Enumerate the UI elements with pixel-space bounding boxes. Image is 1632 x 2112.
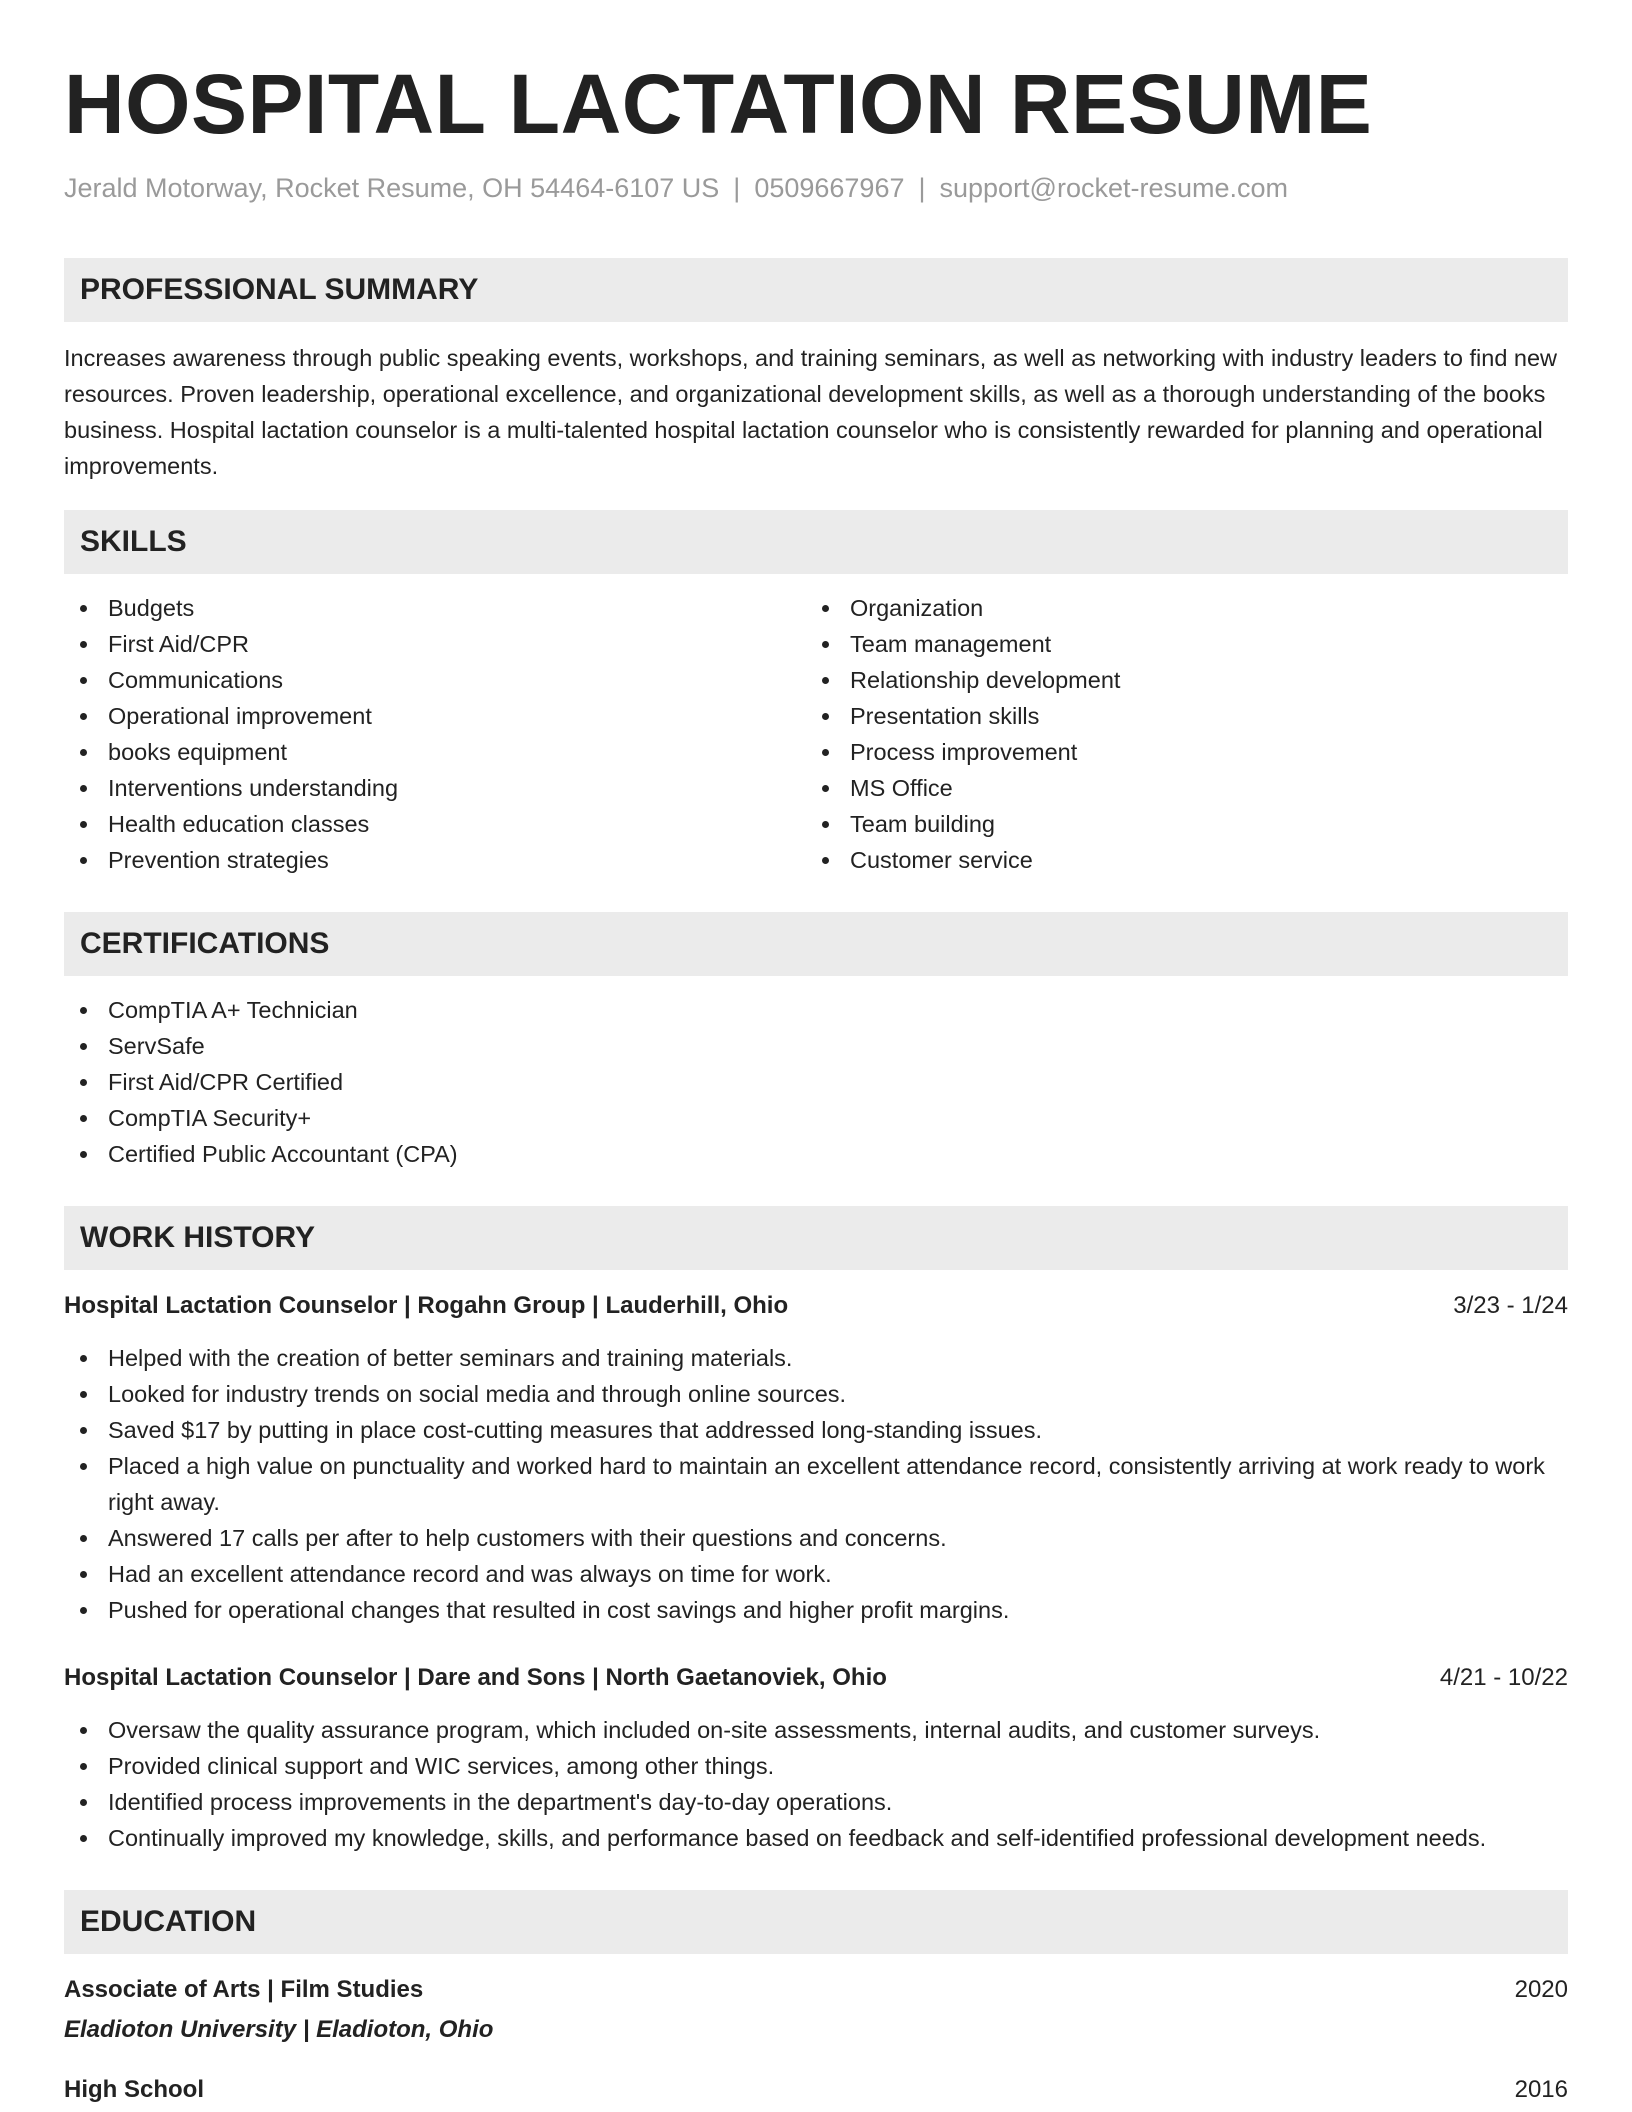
education-entry bbox=[64, 2072, 1568, 2108]
job-entry bbox=[64, 1288, 1568, 1628]
summary-text: Increases awareness through public speaking events, workshops, and training seminars, as well as networking with industry leaders to find new resources. Proven leadership, operational excellence, and organizational development skills, as well as a thorough understanding of the books business. Hospital lactation counselor is a multi-talented hospital lactation counselor who is consistently rewarded for planning and operational improvements. bbox=[64, 345, 1558, 479]
contact-separator: | bbox=[733, 173, 741, 203]
skill-item: Customer service bbox=[806, 842, 1548, 878]
job-bullet: Saved $17 by putting in place cost-cutting measures that addressed long-standing issues. bbox=[64, 1412, 1568, 1448]
skill-item: Relationship development bbox=[806, 662, 1548, 698]
contact-separator: | bbox=[918, 173, 926, 203]
certifications-list bbox=[64, 992, 1568, 1172]
job-bullet: Identified process improvements in the department's day-to-day operations. bbox=[64, 1784, 1568, 1820]
job-bullet: Placed a high value on punctuality and worked hard to maintain an excellent attendance record, consistently arriving at work ready to work right away. bbox=[64, 1448, 1568, 1520]
job-dates: 3/23 - 1/24 bbox=[1453, 1292, 1568, 1319]
education-entry bbox=[64, 1972, 1568, 2048]
skill-item: Operational improvement bbox=[64, 698, 806, 734]
job-title: Hospital Lactation Counselor | Dare and Sons | North Gaetanoviek, Ohio bbox=[64, 1664, 887, 1691]
certification-item: CompTIA A+ Technician bbox=[64, 992, 1568, 1028]
skill-item: Team management bbox=[806, 626, 1548, 662]
skill-item: Process improvement bbox=[806, 734, 1548, 770]
section-heading-education: EDUCATION bbox=[64, 1890, 1568, 1954]
job-bullets bbox=[64, 1340, 1568, 1628]
job-entry bbox=[64, 1660, 1568, 1856]
resume-title: HOSPITAL LACTATION RESUME bbox=[64, 57, 1373, 151]
skill-item: Communications bbox=[64, 662, 806, 698]
certification-item: ServSafe bbox=[64, 1028, 1568, 1064]
skill-item: Presentation skills bbox=[806, 698, 1548, 734]
section-heading-work-history: WORK HISTORY bbox=[64, 1206, 1568, 1270]
skill-item: Team building bbox=[806, 806, 1548, 842]
contact-email[interactable]: support@rocket-resume.com bbox=[939, 173, 1289, 203]
job-bullet: Pushed for operational changes that resulted in cost savings and higher profit margins. bbox=[64, 1592, 1568, 1628]
job-title: Hospital Lactation Counselor | Rogahn Group | Lauderhill, Ohio bbox=[64, 1292, 789, 1319]
education-year: 2016 bbox=[1514, 2076, 1568, 2103]
job-bullet: Looked for industry trends on social media and through online sources. bbox=[64, 1376, 1568, 1412]
job-bullet: Helped with the creation of better seminars and training materials. bbox=[64, 1340, 1568, 1376]
contact-phone: 0509667967 bbox=[754, 173, 905, 203]
section-heading-skills: SKILLS bbox=[64, 510, 1568, 574]
education-degree: High School bbox=[64, 2076, 204, 2103]
skill-item: MS Office bbox=[806, 770, 1548, 806]
education-header bbox=[64, 2072, 1568, 2108]
skills-column-left bbox=[64, 590, 806, 878]
skill-item: Health education classes bbox=[64, 806, 806, 842]
skill-item: Prevention strategies bbox=[64, 842, 806, 878]
skill-item: First Aid/CPR bbox=[64, 626, 806, 662]
education-institution: Eladioton University | Eladioton, Ohio bbox=[64, 2016, 494, 2043]
contact-address: Jerald Motorway, Rocket Resume, OH 54464-6107 US bbox=[64, 173, 720, 203]
skill-item: books equipment bbox=[64, 734, 806, 770]
job-bullet: Oversaw the quality assurance program, which included on-site assessments, internal audits, and customer surveys. bbox=[64, 1712, 1568, 1748]
job-bullet: Had an excellent attendance record and was always on time for work. bbox=[64, 1556, 1568, 1592]
skill-item: Organization bbox=[806, 590, 1548, 626]
job-bullet: Provided clinical support and WIC services, among other things. bbox=[64, 1748, 1568, 1784]
skill-item: Interventions understanding bbox=[64, 770, 806, 806]
certification-item: Certified Public Accountant (CPA) bbox=[64, 1136, 1568, 1172]
contact-line bbox=[64, 170, 1568, 206]
education-degree: Associate of Arts | Film Studies bbox=[64, 1976, 424, 2003]
job-bullet: Answered 17 calls per after to help customers with their questions and concerns. bbox=[64, 1520, 1568, 1556]
skill-item: Budgets bbox=[64, 590, 806, 626]
section-heading-summary: PROFESSIONAL SUMMARY bbox=[64, 258, 1568, 322]
education-year: 2020 bbox=[1514, 1976, 1568, 2003]
certification-item: First Aid/CPR Certified bbox=[64, 1064, 1568, 1100]
job-header bbox=[64, 1288, 1568, 1324]
job-header bbox=[64, 1660, 1568, 1696]
skills-list bbox=[64, 590, 1568, 878]
skills-column-right bbox=[806, 590, 1548, 878]
education-header bbox=[64, 1972, 1568, 2008]
section-heading-certifications: CERTIFICATIONS bbox=[64, 912, 1568, 976]
job-bullets bbox=[64, 1712, 1568, 1856]
job-bullet: Continually improved my knowledge, skills, and performance based on feedback and self-identified professional development needs. bbox=[64, 1820, 1568, 1856]
certification-item: CompTIA Security+ bbox=[64, 1100, 1568, 1136]
job-dates: 4/21 - 10/22 bbox=[1439, 1664, 1568, 1691]
